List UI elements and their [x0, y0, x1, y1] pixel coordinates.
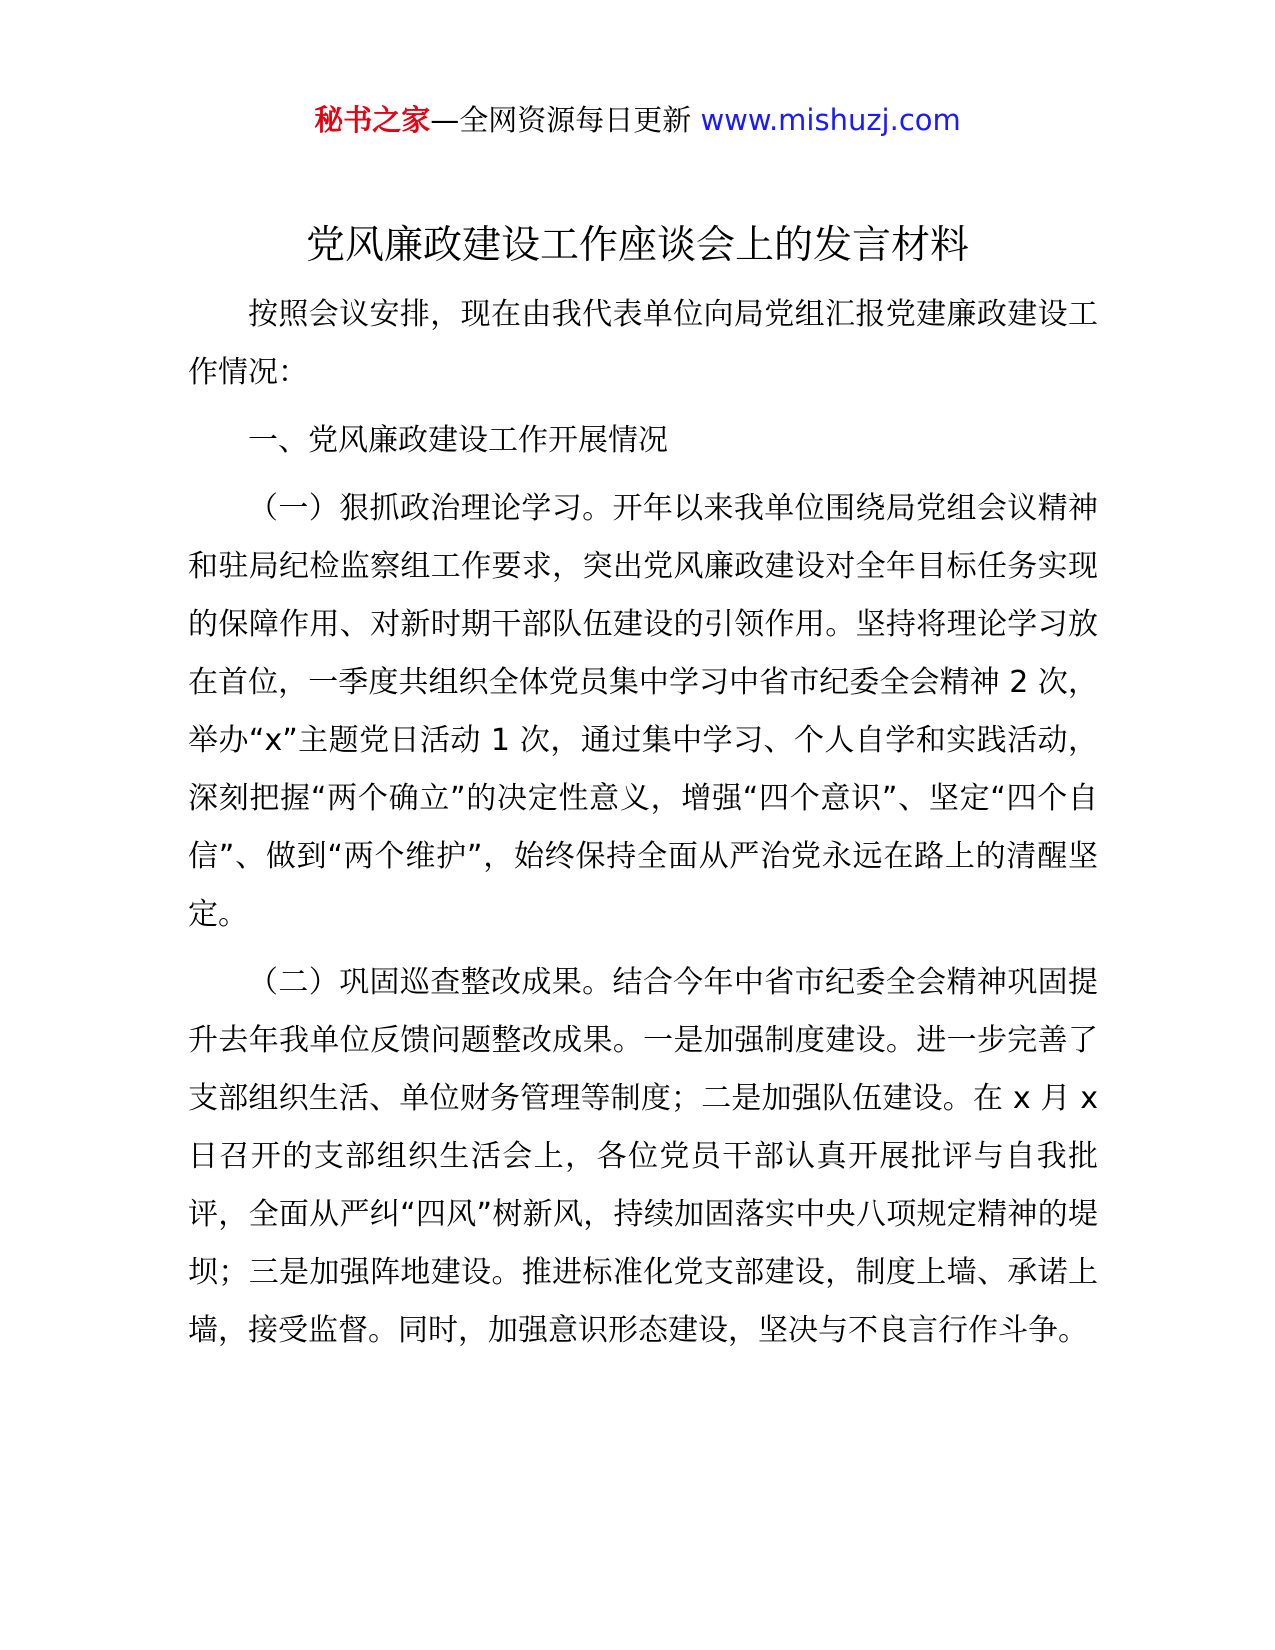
intro-paragraph: 按照会议安排，现在由我代表单位向局党组汇报党建廉政建设工作情况： — [188, 297, 1098, 390]
section-heading: 一、党风廉政建设工作开展情况 — [248, 423, 668, 458]
document-title: 党风廉政建设工作座谈会上的发言材料 — [305, 223, 969, 268]
brand-name: 秘书之家 — [314, 103, 431, 137]
body-paragraph: （一）狠抓政治理论学习。开年以来我单位围绕局党组会议精神和驻局纪检监察组工作要求，突出党风廉政建设对全年目标任务实现的保障作用、对新时期干部队伍建设的引领作用。坚持将理论学习放在首位，一季度共组织全体党员集中学习中省市纪委全会精神 2 次，举办“x”主题党日活动 1 次，通过集中学习、个人自学和实践活动，深刻把握“两个确立”的决定性意义，增强“四个意识”、坚定“四个自信”、做到“两个维护”，始终保持全面从严治党永远在路上的清醒坚定。 — [188, 491, 1098, 932]
header-slogan: —全网资源每日更新 — [430, 103, 692, 137]
site-url-link[interactable]: www.mishuzj.com — [700, 103, 961, 137]
body-paragraph: （二）巩固巡查整改成果。结合今年中省市纪委全会精神巩固提升去年我单位反馈问题整改成果。一是加强制度建设。进一步完善了支部组织生活、单位财务管理等制度；二是加强队伍建设。在 x 月 x 日召开的支部组织生活会上，各位党员干部认真开展批评与自我批评，全面从严纠“四风”树新风，持续加固落实中央八项规定精神的堤坝；三是加强阵地建设。推进标准化党支部建设，制度上墙、承诺上墙，接受监督。同时，加强意识形态建设，坚决与不良言行作斗争。 — [188, 965, 1098, 1348]
document-body — [188, 286, 1098, 1360]
site-header — [0, 98, 1275, 142]
